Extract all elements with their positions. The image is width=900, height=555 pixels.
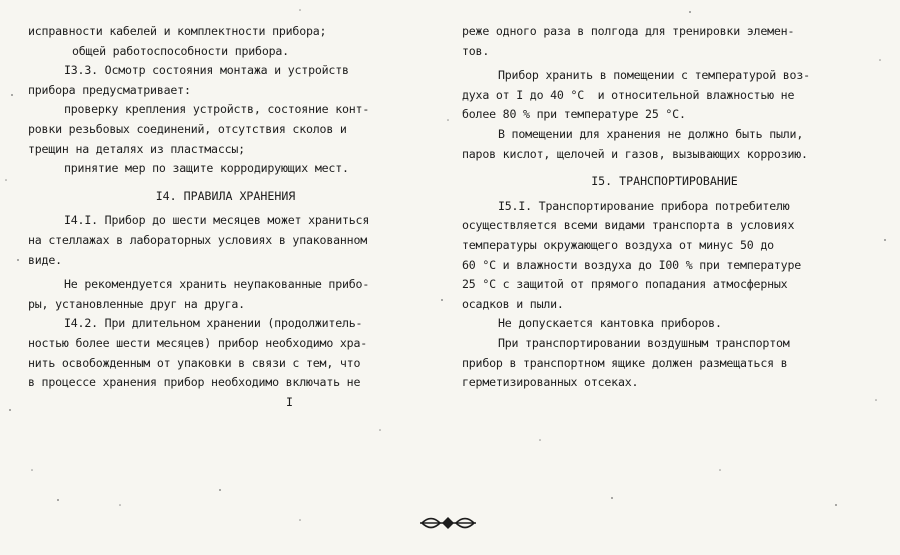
text-line: на стеллажах в лабораторных условиях в упакованном xyxy=(28,232,368,247)
section-heading-transport: I5. ТРАНСПОРТИРОВАНИЕ xyxy=(591,174,738,189)
text-line: I4.I. Прибор до шести месяцев может храниться xyxy=(64,213,370,228)
text-line: ры, установленные друг на друга. xyxy=(28,296,245,311)
text-line: прибор в транспортном ящике должен размещаться в xyxy=(462,355,788,370)
text-line: осадков и пыли. xyxy=(462,296,564,311)
text-line: I3.3. Осмотр состояния монтажа и устройств xyxy=(64,63,349,78)
text-line: принятие мер по защите корродирующих мест. xyxy=(64,161,349,176)
decorative-divider-icon xyxy=(418,512,478,534)
text-line: осуществляется всеми видами транспорта в условиях xyxy=(462,218,795,233)
text-line: Не допускается кантовка приборов. xyxy=(498,316,722,331)
text-line: 60 °С и влажности воздуха до I00 % при температуре xyxy=(462,257,802,272)
text-line: реже одного раза в полгода для тренировки элемен- xyxy=(462,24,795,38)
text-line: проверку крепления устройств, состояние конт- xyxy=(64,102,370,117)
text-line: ровки резьбовых соединений, отсутствия сколов и xyxy=(28,121,347,136)
text-line: I4.2. При длительном хранении (продолжитель- xyxy=(64,316,363,331)
text-line: прибора предусматривает: xyxy=(28,82,191,97)
text-line: общей работоспособности прибора. xyxy=(72,43,289,58)
right-column xyxy=(462,22,867,393)
section-heading-storage: I4. ПРАВИЛА ХРАНЕНИЯ xyxy=(155,188,296,203)
text-line: исправности кабелей и комплектности прибора; xyxy=(28,24,327,38)
text-line: При транспортировании воздушным транспортом xyxy=(498,335,790,350)
page-mark: I xyxy=(286,394,293,409)
text-line: тов. xyxy=(462,43,490,58)
text-line: температуры окружающего воздуха от минус 50 до xyxy=(462,237,774,252)
text-line: в процессе хранения прибор необходимо включать не xyxy=(28,375,361,390)
text-line: ностью более шести месяцев) прибор необходимо хра- xyxy=(28,335,368,350)
text-line: более 80 % при температуре 25 °С. xyxy=(462,107,686,122)
text-line: герметизированных отсеках. xyxy=(462,375,639,390)
text-line: духа от I до 40 °С и относительной влажностью не xyxy=(462,87,795,102)
text-line: 25 °С с защитой от прямого попадания атмосферных xyxy=(462,277,788,292)
text-line: I5.I. Транспортирование прибора потребителю xyxy=(498,198,790,213)
text-line: нить освобожденным от упаковки в связи с тем, что xyxy=(28,355,361,370)
text-line: паров кислот, щелочей и газов, вызывающих коррозию. xyxy=(462,146,808,161)
text-line: Не рекомендуется хранить неупакованные прибо- xyxy=(64,277,370,292)
text-line: виде. xyxy=(28,252,62,267)
text-line: трещин на деталях из пластмассы; xyxy=(28,141,245,156)
left-column xyxy=(28,22,423,412)
text-line: Прибор хранить в помещении с температурой воз- xyxy=(498,68,810,83)
text-line: В помещении для хранения не должно быть пыли, xyxy=(498,126,804,141)
